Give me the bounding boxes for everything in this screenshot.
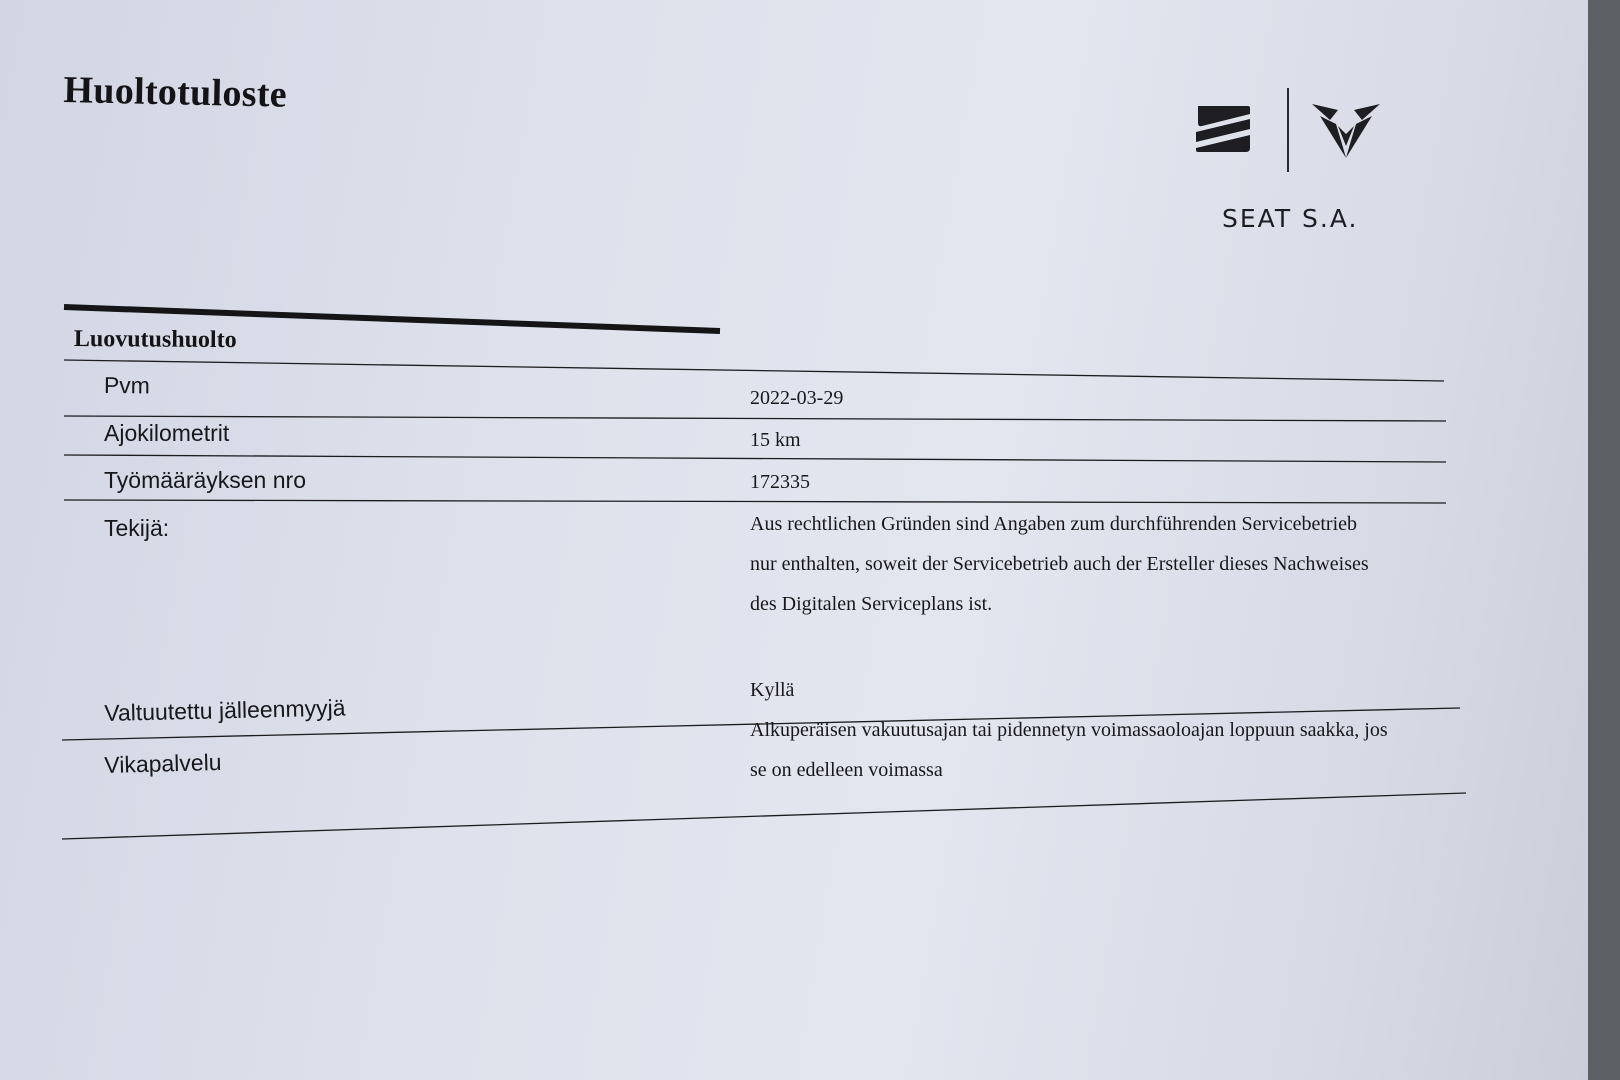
- row-label-roadside-assistance: Vikapalvelu: [104, 748, 222, 778]
- row-value-work-order: 172335: [750, 471, 810, 493]
- row-value-authorized-dealer: Kyllä: [750, 679, 795, 701]
- roadside-line: Alkuperäisen vakuutusajan tai pidennetyn voimassaoloajan loppuun saakka, jos: [750, 719, 1388, 741]
- roadside-line: se on edelleen voimassa: [750, 759, 943, 781]
- performed-by-line: nur enthalten, soweit der Servicebetrieb auch der Ersteller dieses Nachweises: [750, 553, 1369, 575]
- performed-by-line: Aus rechtlichen Gründen sind Angaben zum durchführenden Servicebetrieb: [750, 513, 1358, 535]
- row-label-authorized-dealer: Valtuutettu jälleenmyyjä: [104, 694, 346, 726]
- row-value-date: 2022-03-29: [750, 387, 844, 409]
- section-title: Luovutushuolto: [73, 326, 237, 354]
- company-name: SEAT S.A.: [1222, 204, 1359, 233]
- row-label-mileage: Ajokilometrit: [104, 420, 230, 446]
- row-value-performed-by: [750, 504, 1450, 624]
- row-value-roadside-assistance: [750, 710, 1470, 790]
- performed-by-line: des Digitalen Serviceplans ist.: [750, 593, 993, 615]
- row-label-performed-by: Tekijä:: [104, 515, 170, 541]
- document-title: Huoltotuloste: [63, 68, 288, 116]
- row-rule: [62, 793, 1466, 839]
- row-label-date: Pvm: [103, 372, 150, 399]
- row-value-mileage: 15 km: [750, 429, 801, 451]
- row-label-work-order: Työmääräyksen nro: [104, 467, 306, 493]
